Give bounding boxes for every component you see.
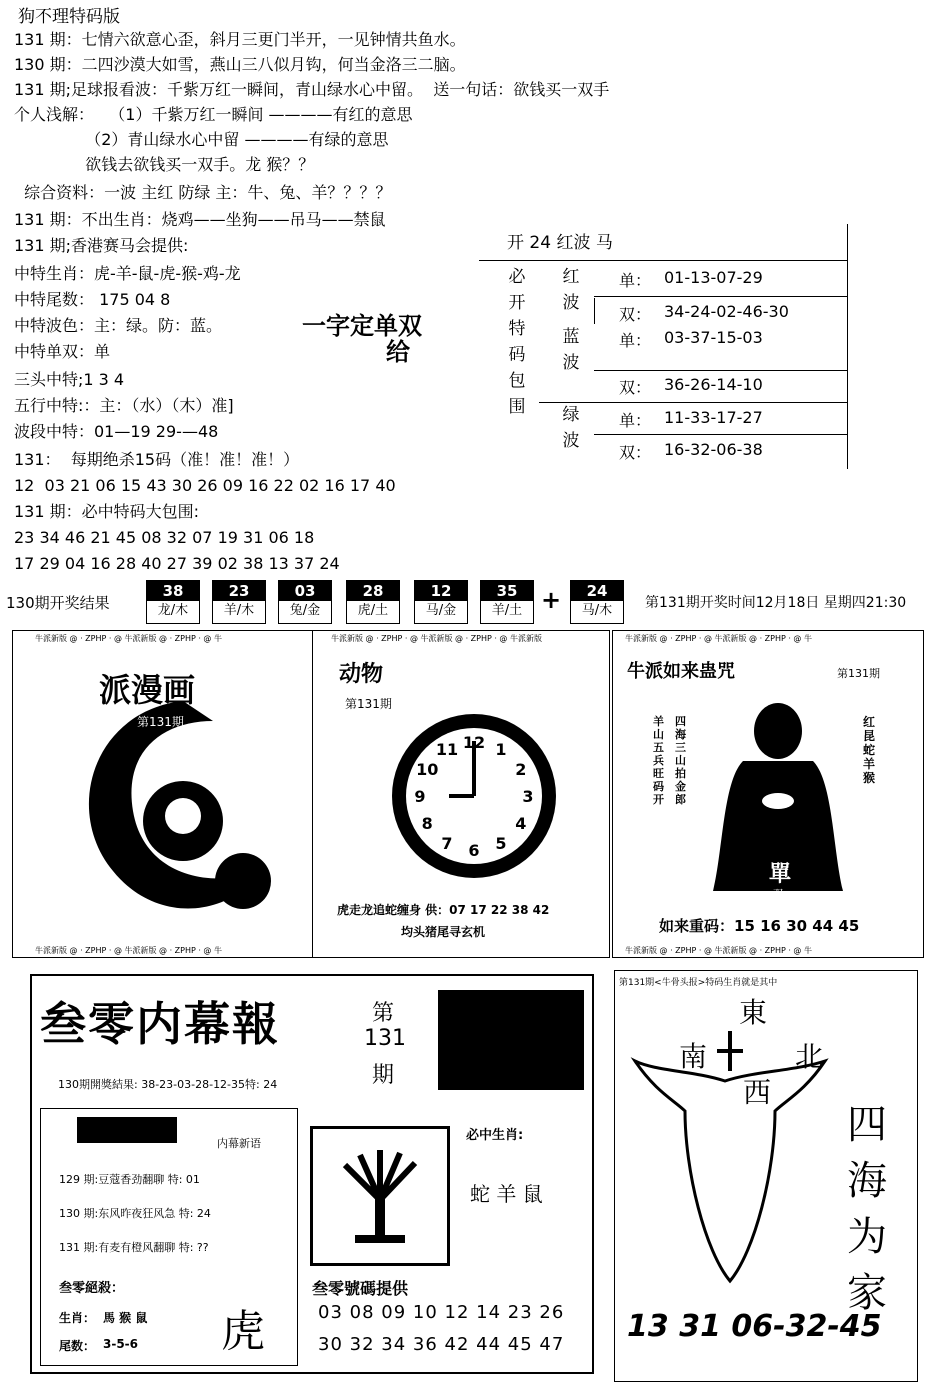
panel5-south: 南 bbox=[679, 1040, 708, 1073]
panel4-zodiac-val: 馬 猴 鼠 bbox=[103, 1311, 148, 1325]
special-ball: 24 马/木 bbox=[570, 580, 624, 624]
green-single-value: 11-33-17-27 bbox=[664, 408, 763, 427]
panel2-caption1: 虎走龙追蛇缠身 供：07 17 22 38 42 bbox=[337, 903, 550, 917]
text-line: 131 期;香港赛马会提供: bbox=[14, 236, 189, 255]
skull-illustration bbox=[625, 1031, 835, 1291]
buddha-panel: 牛派新版 @ · ZPHP · @ 牛派新版 @ · ZPHP · @ 牛 牛派新版 @ · ZPHP · @ 牛派新版 @ · ZPHP · @ 牛 牛派如来蛊咒 第131期 羊山五兵旺码开 四海三山拍金郎 红昆蛇羊猴 單 双 如来重码：15 16 30 44 45 bbox=[612, 630, 924, 958]
panel3-issue: 第131期 bbox=[837, 667, 880, 680]
panel3-left-text: 羊山五兵旺码开 bbox=[653, 715, 664, 806]
results-label: 130期开奖结果 bbox=[6, 594, 110, 612]
text-line: 131： 每期绝杀15码（准！准！准！） bbox=[14, 450, 300, 469]
red-single-label: 单： bbox=[619, 271, 652, 290]
clock-number: 6 bbox=[468, 841, 480, 860]
text-line: 中特尾数： 175 04 8 bbox=[14, 290, 171, 309]
text-line: 131 期;足球报看波：千紫万红一瞬间，青山绿水心中留。 送一句话：欲钱买一双手 bbox=[14, 80, 610, 99]
blue-double-label: 双： bbox=[619, 378, 652, 397]
text-line: 中特单双：单 bbox=[14, 342, 111, 361]
text-line: 三头中特;1 3 4 bbox=[14, 370, 125, 389]
table-header: 开 24 红波 马 bbox=[507, 233, 613, 253]
panel2-caption2: 均头猪尾寻玄机 bbox=[401, 925, 486, 939]
panel5-west: 西 bbox=[743, 1076, 772, 1109]
clock-number: 3 bbox=[522, 787, 534, 806]
panel4-must-val: 蛇 羊 鼠 bbox=[470, 1182, 543, 1206]
clock-number: 8 bbox=[421, 814, 433, 833]
text-line: 五行中特:：主：（水）（木）准] bbox=[14, 396, 234, 415]
clock-illustration bbox=[389, 711, 559, 881]
blue-single-value: 03-37-15-03 bbox=[664, 328, 763, 347]
text-line: 综合资料：一波 主红 防绿 主：牛、兔、羊？？？？ bbox=[14, 183, 392, 202]
red-single-value: 01-13-07-29 bbox=[664, 268, 763, 287]
text-line: 23 34 46 21 45 08 32 07 19 31 06 18 bbox=[14, 528, 315, 547]
clock-number: 10 bbox=[416, 760, 439, 779]
text-line: 12 03 21 06 15 43 30 26 09 16 22 02 16 17 40 bbox=[14, 476, 396, 495]
panel4-tail-label: 尾数： bbox=[59, 1339, 96, 1353]
green-double-label: 双： bbox=[619, 443, 652, 462]
text-line: 个人浅解： （1）千紫万红一瞬间 ————有红的意思 bbox=[14, 105, 413, 124]
panel4-row: 129 期:豆蔻香劲翻聊 特: 01 bbox=[59, 1173, 200, 1186]
text-line: 17 29 04 16 28 40 27 39 02 38 13 37 24 bbox=[14, 554, 340, 573]
result-ball: 38 龙/木 bbox=[146, 580, 200, 624]
text-line: 中特波色：主：绿。防：蓝。 bbox=[14, 316, 223, 335]
panel1-issue: 第131期 bbox=[137, 715, 184, 729]
text-line: 波段中特：01—19 29-—48 bbox=[14, 422, 219, 441]
panel3-seal: 單 bbox=[769, 862, 792, 887]
text-line: 131 期：七情六欲意心歪，斜月三更门半开，一见钟情共鱼水。 bbox=[14, 30, 466, 49]
red-double-value: 34-24-02-46-30 bbox=[664, 302, 789, 321]
blue-double-value: 36-26-14-10 bbox=[664, 375, 763, 394]
page-title: 狗不理特码版 bbox=[18, 7, 120, 27]
clock-number: 11 bbox=[435, 740, 459, 760]
text-line: （2）青山绿水心中留 ————有绿的意思 bbox=[14, 130, 389, 149]
result-ball: 35 羊/土 bbox=[480, 580, 534, 624]
panel5-north: 北 bbox=[795, 1040, 824, 1073]
text-line: 131 期：不出生肖：烧鸡——坐狗——吊马——禁鼠 bbox=[14, 210, 386, 229]
result-ball: 23 羊/木 bbox=[212, 580, 266, 624]
table-left-label: 必 开 特 码 包 围 bbox=[508, 267, 526, 417]
panel4-zodiac-label: 生肖： bbox=[59, 1311, 96, 1325]
blue-single-label: 单： bbox=[619, 331, 652, 350]
clock-number: 7 bbox=[441, 833, 453, 853]
panel5-vertical-text: 四 海 为 家 bbox=[847, 1102, 887, 1316]
result-ball: 28 虎/土 bbox=[346, 580, 400, 624]
panel4-provide-label: 叁零號碼提供 bbox=[312, 1279, 409, 1298]
insider-report-panel: 叁零内幕報 第 131 期 130期開獎結果: 38-23-03-28-12-35特: 24 内幕新语 129 期:豆蔻香劲翻聊 特: 01 130 期:东风昨夜狂风急 特: 24 131 期:有麦有橙风翻聊 特: ?? 叁零絕殺： 生肖： 馬 猴 鼠 尾数： 3-5-6 虎 必中生肖: 蛇 羊 鼠 叁零號碼提供 03 08 09 10 12 14 23 26 30 32 34 36 42 44 45 47 bbox=[30, 974, 594, 1374]
panel2-issue: 第131期 bbox=[345, 697, 392, 711]
panel5-bottom-nums: 13 31 06-32-45 bbox=[627, 1309, 882, 1344]
group-red-name: 红 波 bbox=[562, 267, 580, 313]
panel2-title: 动物 bbox=[339, 661, 384, 687]
green-single-label: 单： bbox=[619, 411, 652, 430]
clock-panel: 牛派新版 @ · ZPHP · @ 牛派新版 @ · ZPHP · @ 牛派新版 动物 第131期 12 1 2 3 4 5 6 7 8 9 10 11 虎走龙追蛇缠身 供：07 17 22 38 42 均头猪尾寻玄机 bbox=[312, 630, 610, 958]
text-line: 131 期：必中特码大包围: bbox=[14, 502, 200, 521]
panel4-image bbox=[438, 990, 584, 1090]
clock-number: 2 bbox=[515, 760, 527, 779]
group-green-name: 绿 波 bbox=[562, 405, 580, 451]
panel4-nums-row1: 03 08 09 10 12 14 23 26 bbox=[318, 1302, 565, 1323]
panel1-title: 派漫画 bbox=[99, 671, 196, 709]
slogan-line1: 一字定单双 bbox=[302, 311, 422, 340]
tree-box bbox=[310, 1126, 450, 1266]
next-draw-time: 第131期开奖时间12月18日 星期四21:30 bbox=[645, 595, 907, 611]
panel4-sub-title: 内幕新语 bbox=[217, 1137, 261, 1150]
green-double-value: 16-32-06-38 bbox=[664, 440, 763, 459]
panel4-kill-label: 叁零絕殺： bbox=[59, 1281, 125, 1296]
panel4-nums-row2: 30 32 34 36 42 44 45 47 bbox=[318, 1334, 565, 1355]
tree-icon bbox=[335, 1145, 425, 1245]
clock-number: 4 bbox=[515, 814, 527, 833]
clock-number: 1 bbox=[495, 740, 507, 760]
slogan-line2: 给 bbox=[386, 337, 410, 366]
red-double-label: 双： bbox=[619, 305, 652, 324]
panel3-left-text2: 四海三山拍金郎 bbox=[675, 715, 686, 806]
panel3-footer: 如来重码：15 16 30 44 45 bbox=[659, 917, 860, 935]
panel3-title: 牛派如来蛊咒 bbox=[627, 661, 735, 682]
plus-sign: + bbox=[541, 586, 562, 614]
clock-number: 9 bbox=[414, 787, 426, 806]
panel4-row: 131 期:有麦有橙风翻聊 特: ?? bbox=[59, 1241, 209, 1254]
panel4-title: 叁零内幕報 bbox=[40, 997, 280, 1051]
panel4-must-label: 必中生肖: bbox=[466, 1128, 524, 1143]
group-blue-name: 蓝 波 bbox=[562, 327, 580, 373]
panel4-left-box bbox=[40, 1108, 298, 1366]
panel5-header: 第131期<牛骨头报>特码生肖就是其中 bbox=[619, 978, 778, 988]
result-ball: 03 兔/金 bbox=[278, 580, 332, 624]
text-line: 中特生肖：虎-羊-鼠-虎-猴-鸡-龙 bbox=[14, 264, 241, 283]
panel4-tail-val: 3-5-6 bbox=[103, 1337, 139, 1351]
text-line: 欲钱去欲钱买一双手。龙 猴？？ bbox=[14, 155, 315, 174]
panel4-issue: 131 bbox=[364, 1026, 406, 1051]
clock-number: 5 bbox=[495, 833, 507, 853]
panel3-right-text: 红昆蛇羊猴 bbox=[863, 715, 876, 785]
result-ball: 12 马/金 bbox=[414, 580, 468, 624]
panel4-result-line: 130期開獎結果: 38-23-03-28-12-35特: 24 bbox=[58, 1078, 278, 1091]
bull-skull-panel bbox=[614, 970, 918, 1382]
clock-number: 12 bbox=[462, 733, 486, 752]
wave-table bbox=[479, 224, 848, 469]
panel4-big-char: 虎 bbox=[221, 1306, 265, 1357]
draw-results bbox=[0, 580, 939, 624]
panel4-row: 130 期:东风昨夜狂风急 特: 24 bbox=[59, 1207, 211, 1220]
panel5-east: 東 bbox=[739, 996, 768, 1029]
text-line: 130 期：二四沙漠大如雪，燕山三八似月钩，何当金洛三二脑。 bbox=[14, 55, 466, 74]
panel3-seal-sub: 双 bbox=[773, 889, 783, 900]
comic-panel: 牛派新版 @ · ZPHP · @ 牛派新版 @ · ZPHP · @ 牛 牛派新版 @ · ZPHP · @ 牛派新版 @ · ZPHP · @ 牛 派漫画 第131期 bbox=[12, 630, 314, 958]
